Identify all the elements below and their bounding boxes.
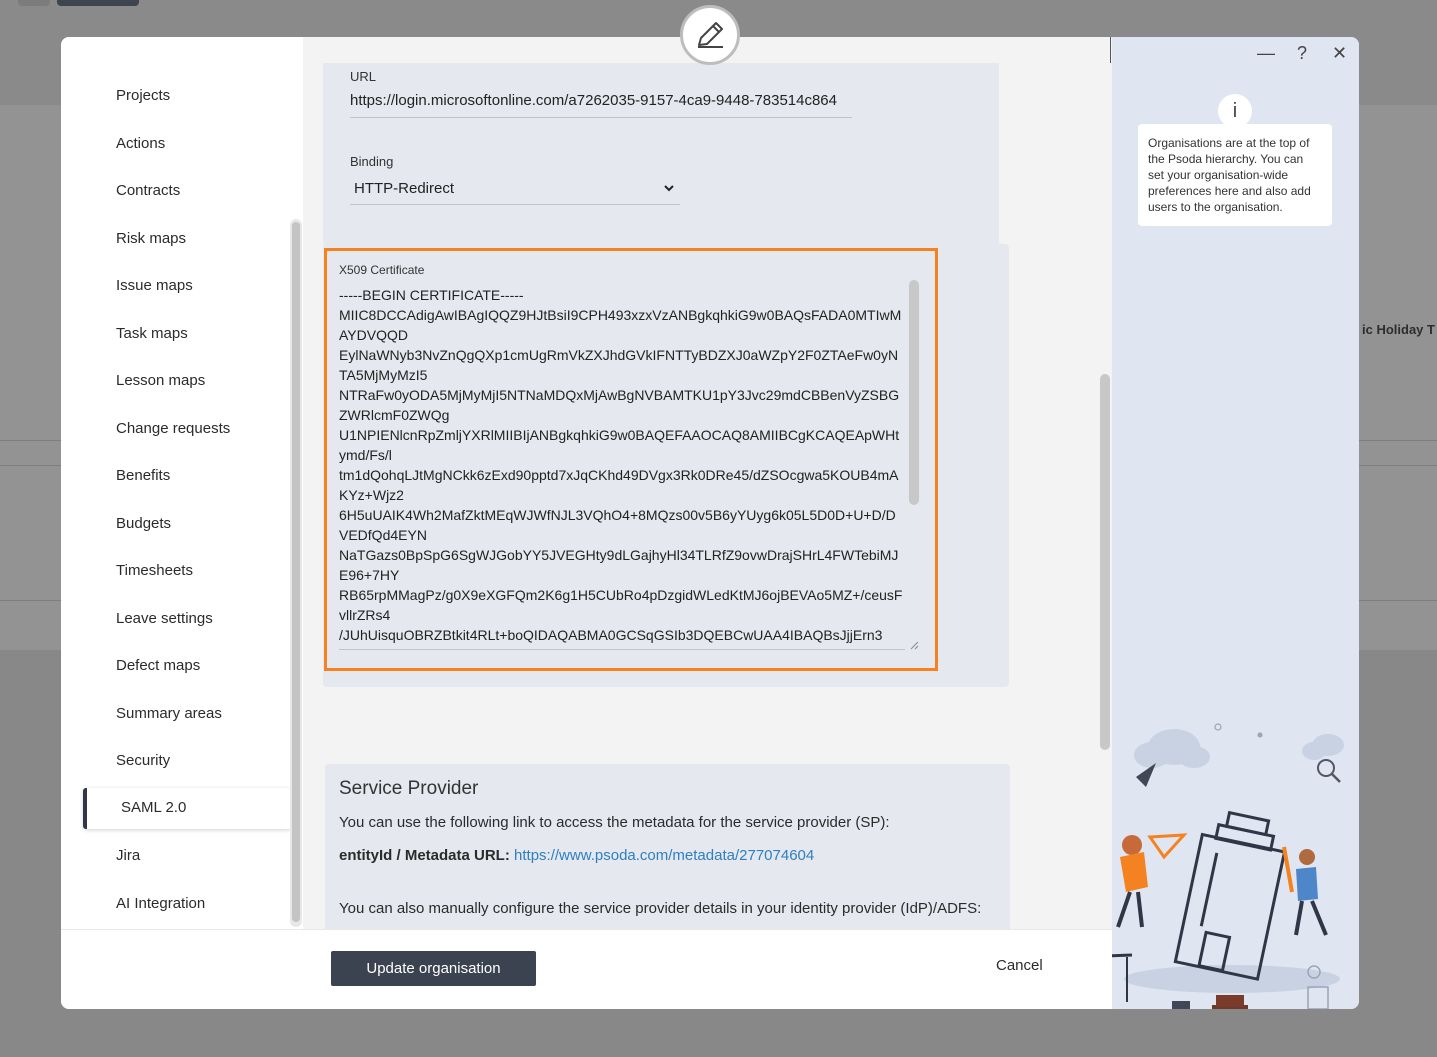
- help-icon[interactable]: ?: [1297, 43, 1308, 63]
- binding-select-value: HTTP-Redirect: [354, 180, 455, 197]
- sidebar-item-change-requests[interactable]: Change requests: [116, 420, 231, 437]
- sidebar-item-projects[interactable]: Projects: [116, 87, 171, 104]
- info-icon: i: [1218, 94, 1252, 128]
- metadata-url-link[interactable]: https://www.psoda.com/metadata/277074604: [514, 847, 815, 864]
- binding-label: Binding: [350, 154, 394, 169]
- organisation-illustration: [1112, 717, 1359, 1009]
- sidebar-item-leave-settings[interactable]: Leave settings: [116, 610, 213, 627]
- sidebar-item-lesson-maps[interactable]: Lesson maps: [116, 372, 206, 389]
- sidebar-item-summary-areas[interactable]: Summary areas: [116, 705, 222, 722]
- certificate-scrollbar-thumb[interactable]: [909, 280, 919, 505]
- sidebar-item-contracts[interactable]: Contracts: [116, 182, 181, 199]
- help-text-card: Organisations are at the top of the Psoda hierarchy. You can set your organisation-wide preferences here and also add users to the organisation.: [1138, 124, 1332, 226]
- sidebar-item-saml[interactable]: [83, 788, 291, 829]
- sidebar-item-budgets[interactable]: Budgets: [116, 515, 172, 532]
- sidebar-item-jira[interactable]: Jira: [116, 847, 141, 864]
- sidebar-item-benefits[interactable]: Benefits: [116, 467, 171, 484]
- manual-config-text: You can also manually configure the service provider details in your identity provider (IdP)/ADFS:: [339, 900, 982, 917]
- sidebar-item-label: SAML 2.0: [121, 799, 187, 816]
- binding-select[interactable]: [350, 177, 680, 205]
- divider: [1110, 37, 1111, 63]
- background-tab-active: [57, 0, 139, 6]
- sidebar-item-issue-maps[interactable]: Issue maps: [116, 277, 193, 294]
- sidebar-item-risk-maps[interactable]: Risk maps: [116, 230, 187, 247]
- update-organisation-button[interactable]: Update organisation: [331, 951, 536, 986]
- url-field[interactable]: https://login.microsoftonline.com/a7262035-9157-4ca9-9448-783514c864: [350, 92, 852, 118]
- cancel-button[interactable]: Cancel: [996, 957, 1043, 974]
- url-label: URL: [350, 69, 377, 84]
- content-scrollbar-thumb[interactable]: [1100, 374, 1110, 750]
- sidebar-item-timesheets[interactable]: Timesheets: [116, 562, 193, 579]
- x509-certificate-textarea[interactable]: -----BEGIN CERTIFICATE----- MIIC8DCCAdigAwIBAgIQQZ9HJtBsiI9CPH493xzxVzANBgkqhkiG9w0BAQsFADA0MTIwMAYDVQQD EylNaWNyb3NvZnQgQXp1cmUgRmVkZXJhdGVkIFNTTyBDZXJ0aWZpY2F0ZTAeFw0yNTA5MjMyMzI5 NTRaFw0yODA5MjMyMjI5NTNaMDQxMjAwBgNVBAMTKU1pY3Jvc29mdCBBenVyZSBGZWRlcmF0ZWQg U1NPIENlcnRpZmljYXRlMIIBIjANBgkqhkiG9w0BAQEFAAOCAQ8AMIIBCgKCAQEApWHtymd/Fs/l tm1dQohqLJtMgNCkk6zExd90pptd7xJqCKhd49DVgx3Rk0DRe45/dZSOcgwa5KOUB4mAKYz+Wjz2 6H5uUAIK4Wh2MafZktMEqWJWfNJL3VQhO4+8MQzs00v5B6yYUyg6k05L5D0D+U+D/DVEDfQd4EYN NaTGazs0BpSpG6SgWJGobYY5JVEGHty9dLGajhyHl34TLRfZ9ovwDrajSHrL4FWTebiMJE96+7HY RB65rpMMagPz/g0X9eXGFQm2K6g1H5CUbRo4pDzgidWLedKtMJ6ojBEVAo5MZ+/ceusFvllrZRs4 /JUhUisquOBRZBtkit4RLt+boQIDAQABMA0GCSqGSIb3DQEBCwUAA4IBAQBsJjjErn3: [339, 285, 905, 650]
- sidebar-scrollbar-thumb[interactable]: [292, 222, 300, 922]
- resize-handle-icon[interactable]: [909, 640, 919, 650]
- sidebar-item-actions[interactable]: Actions: [116, 135, 166, 152]
- chevron-down-icon: [662, 181, 676, 195]
- edit-organisation-modal: [61, 37, 1359, 1009]
- minimize-icon[interactable]: —: [1257, 43, 1275, 63]
- background-tab: [18, 0, 50, 6]
- edit-mode-badge: [680, 5, 740, 65]
- background-peek-text: ic Holiday T: [1362, 322, 1435, 337]
- sidebar-item-security[interactable]: Security: [116, 752, 171, 769]
- close-icon[interactable]: ✕: [1332, 43, 1348, 63]
- sidebar-item-ai-integration[interactable]: AI Integration: [116, 895, 206, 912]
- x509-label: X509 Certificate: [339, 263, 425, 277]
- sidebar-item-task-maps[interactable]: Task maps: [116, 325, 188, 342]
- settings-sidebar: [61, 37, 303, 929]
- entity-id-label: entityId / Metadata URL:: [339, 847, 510, 864]
- pencil-icon: [683, 8, 737, 62]
- saml-settings-content: [303, 37, 1112, 929]
- modal-footer: [61, 929, 1112, 1009]
- service-provider-intro: You can use the following link to access the metadata for the service provider (SP):: [339, 814, 890, 831]
- idp-sso-panel: [323, 63, 999, 246]
- service-provider-title: Service Provider: [339, 778, 479, 799]
- sidebar-item-defect-maps[interactable]: Defect maps: [116, 657, 201, 674]
- entity-id-row: [339, 847, 814, 864]
